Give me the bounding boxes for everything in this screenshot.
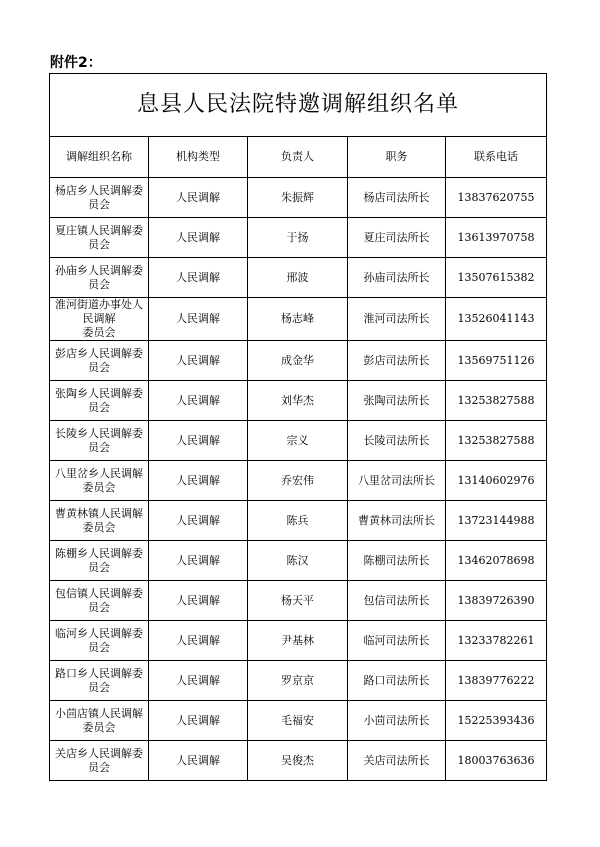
- phone-cell: 13507615382: [446, 258, 547, 298]
- position-cell: 孙庙司法所长: [348, 258, 446, 298]
- phone-cell: 13253827588: [446, 381, 547, 421]
- org-name-cell: [50, 381, 149, 421]
- position-cell: 临河司法所长: [348, 621, 446, 661]
- person-in-charge-cell: 于扬: [248, 218, 348, 258]
- org-name-line: 杨店乡人民调解委: [55, 183, 143, 197]
- phone-cell: 15225393436: [446, 701, 547, 741]
- org-type-cell: 人民调解: [149, 581, 248, 621]
- org-name-line: 临河乡人民调解委: [55, 626, 143, 640]
- org-name-line: 小茴店镇人民调解: [55, 706, 143, 720]
- org-name-line: 孙庙乡人民调解委: [55, 263, 143, 277]
- title-row: [50, 74, 547, 137]
- org-name-line: 员会: [88, 560, 110, 574]
- person-in-charge-cell: 成金华: [248, 341, 348, 381]
- phone-cell: 13839726390: [446, 581, 547, 621]
- phone-cell: 13613970758: [446, 218, 547, 258]
- org-name-cell: [50, 421, 149, 461]
- table-row: [50, 381, 547, 421]
- position-cell: 淮河司法所长: [348, 298, 446, 341]
- position-cell: 杨店司法所长: [348, 178, 446, 218]
- phone-cell: 13462078698: [446, 541, 547, 581]
- position-cell: 小茴司法所长: [348, 701, 446, 741]
- org-name-line: 淮河街道办事处人: [55, 298, 143, 311]
- phone-cell: 13837620755: [446, 178, 547, 218]
- org-type-cell: 人民调解: [149, 381, 248, 421]
- column-header-org-type: 机构类型: [149, 137, 248, 178]
- org-name-line: 民调解: [82, 312, 116, 325]
- phone-cell: 13233782261: [446, 621, 547, 661]
- org-type-cell: 人民调解: [149, 421, 248, 461]
- position-cell: 路口司法所长: [348, 661, 446, 701]
- org-name-line: 员会: [88, 640, 110, 654]
- org-name-line: 八里岔乡人民调解: [55, 466, 143, 480]
- table-row: [50, 701, 547, 741]
- person-in-charge-cell: 陈汉: [248, 541, 348, 581]
- org-name-cell: [50, 461, 149, 501]
- position-cell: 张陶司法所长: [348, 381, 446, 421]
- position-cell: 八里岔司法所长: [348, 461, 446, 501]
- position-cell: 彭店司法所长: [348, 341, 446, 381]
- table-row: [50, 741, 547, 781]
- org-name-line: 员会: [88, 277, 110, 291]
- person-in-charge-cell: 乔宏伟: [248, 461, 348, 501]
- org-type-cell: 人民调解: [149, 661, 248, 701]
- table-row: [50, 661, 547, 701]
- org-name-line: 夏庄镇人民调解委: [55, 223, 143, 237]
- column-header-person-in-charge: 负责人: [248, 137, 348, 178]
- person-in-charge-cell: 吴俊杰: [248, 741, 348, 781]
- position-cell: 关店司法所长: [348, 741, 446, 781]
- position-cell: 包信司法所长: [348, 581, 446, 621]
- org-name-line: 张陶乡人民调解委: [55, 386, 143, 400]
- org-name-cell: [50, 341, 149, 381]
- person-in-charge-cell: 尹基林: [248, 621, 348, 661]
- table-row: [50, 258, 547, 298]
- org-type-cell: 人民调解: [149, 341, 248, 381]
- table-row: [50, 341, 547, 381]
- org-name-cell: [50, 218, 149, 258]
- phone-cell: 13253827588: [446, 421, 547, 461]
- phone-cell: 13569751126: [446, 341, 547, 381]
- mediation-organization-table: [49, 73, 547, 781]
- org-name-cell: [50, 258, 149, 298]
- org-name-line: 委员会: [82, 326, 116, 339]
- person-in-charge-cell: 罗京京: [248, 661, 348, 701]
- org-type-cell: 人民调解: [149, 218, 248, 258]
- attachment-label: 附件2：: [50, 55, 102, 71]
- org-name-line: 关店乡人民调解委: [55, 746, 143, 760]
- org-name-line: 委员会: [82, 480, 116, 494]
- org-type-cell: 人民调解: [149, 298, 248, 341]
- person-in-charge-cell: 刘华杰: [248, 381, 348, 421]
- position-cell: 夏庄司法所长: [348, 218, 446, 258]
- org-name-cell: [50, 501, 149, 541]
- org-name-line: 彭店乡人民调解委: [55, 346, 143, 360]
- person-in-charge-cell: 朱振辉: [248, 178, 348, 218]
- table-row: [50, 501, 547, 541]
- org-name-cell: [50, 581, 149, 621]
- org-type-cell: 人民调解: [149, 258, 248, 298]
- column-header-phone: 联系电话: [446, 137, 547, 178]
- table-body: [50, 74, 547, 781]
- org-name-cell: [50, 621, 149, 661]
- person-in-charge-cell: 陈兵: [248, 501, 348, 541]
- person-in-charge-cell: 邢波: [248, 258, 348, 298]
- org-type-cell: 人民调解: [149, 461, 248, 501]
- org-type-cell: 人民调解: [149, 178, 248, 218]
- table-row: [50, 421, 547, 461]
- org-name-cell: [50, 178, 149, 218]
- org-name-line: 员会: [88, 400, 110, 414]
- phone-cell: 13526041143: [446, 298, 547, 341]
- phone-cell: 13723144988: [446, 501, 547, 541]
- column-header-position: 职务: [348, 137, 446, 178]
- org-name-cell: [50, 661, 149, 701]
- org-name-line: 员会: [88, 600, 110, 614]
- org-name-line: 员会: [88, 360, 110, 374]
- org-type-cell: 人民调解: [149, 501, 248, 541]
- header-row: [50, 137, 547, 178]
- document-title: 息县人民法院特邀调解组织名单: [50, 74, 547, 137]
- org-name-line: 员会: [88, 237, 110, 251]
- person-in-charge-cell: 杨志峰: [248, 298, 348, 341]
- org-name-line: 员会: [88, 680, 110, 694]
- phone-cell: 13839776222: [446, 661, 547, 701]
- org-name-cell: [50, 701, 149, 741]
- org-name-line: 陈棚乡人民调解委: [55, 546, 143, 560]
- table-row: [50, 541, 547, 581]
- phone-cell: 18003763636: [446, 741, 547, 781]
- table-row: [50, 298, 547, 341]
- table-row: [50, 581, 547, 621]
- person-in-charge-cell: 宗义: [248, 421, 348, 461]
- org-name-line: 委员会: [82, 720, 116, 734]
- person-in-charge-cell: 杨天平: [248, 581, 348, 621]
- org-name-cell: [50, 741, 149, 781]
- table-row: [50, 178, 547, 218]
- table-row: [50, 461, 547, 501]
- person-in-charge-cell: 毛福安: [248, 701, 348, 741]
- position-cell: 陈棚司法所长: [348, 541, 446, 581]
- org-name-cell: [50, 541, 149, 581]
- org-name-line: 员会: [88, 440, 110, 454]
- org-name-line: 包信镇人民调解委: [55, 586, 143, 600]
- column-header-org-name: 调解组织名称: [50, 137, 149, 178]
- org-type-cell: 人民调解: [149, 541, 248, 581]
- org-name-cell: [50, 298, 149, 341]
- position-cell: 曹黄林司法所长: [348, 501, 446, 541]
- org-name-line: 员会: [88, 760, 110, 774]
- phone-cell: 13140602976: [446, 461, 547, 501]
- org-type-cell: 人民调解: [149, 741, 248, 781]
- position-cell: 长陵司法所长: [348, 421, 446, 461]
- table-row: [50, 218, 547, 258]
- org-name-line: 委员会: [82, 520, 116, 534]
- org-name-line: 路口乡人民调解委: [55, 666, 143, 680]
- org-name-line: 员会: [88, 197, 110, 211]
- org-type-cell: 人民调解: [149, 701, 248, 741]
- org-name-line: 曹黄林镇人民调解: [55, 506, 143, 520]
- org-type-cell: 人民调解: [149, 621, 248, 661]
- table-row: [50, 621, 547, 661]
- org-name-line: 长陵乡人民调解委: [55, 426, 143, 440]
